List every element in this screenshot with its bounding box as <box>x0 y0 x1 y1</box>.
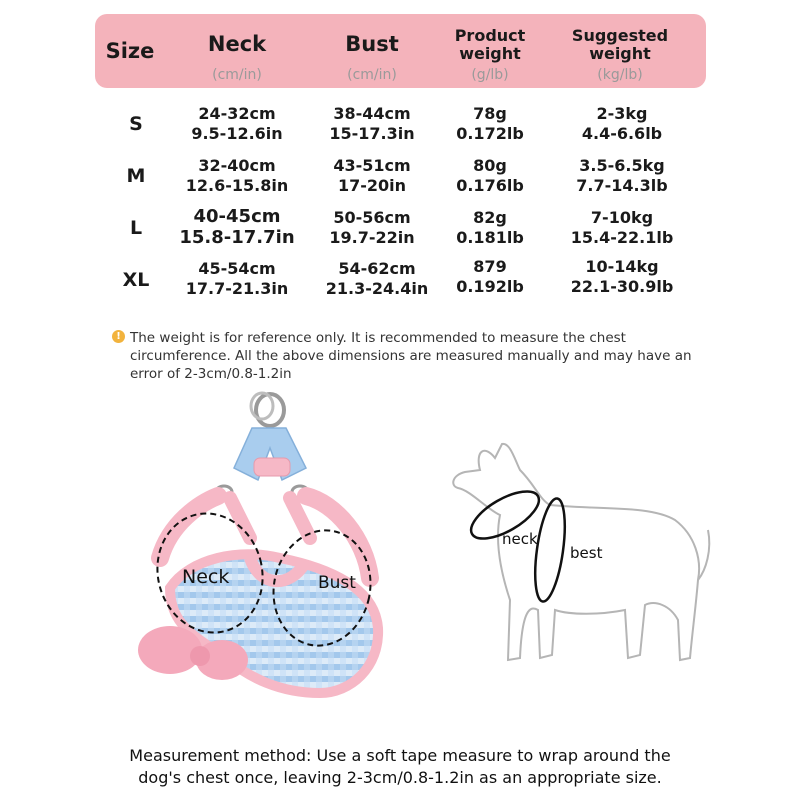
header-product-weight <box>440 27 540 63</box>
row-bust <box>317 208 427 248</box>
row-product-weight <box>440 208 540 248</box>
product-weight-g: 80g <box>473 156 507 175</box>
dog-chest-label: best <box>570 544 603 562</box>
header-neck: Neck <box>207 32 267 56</box>
row-neck <box>182 259 292 299</box>
harness-image <box>130 388 400 718</box>
neck-cm: 32-40cm <box>198 156 276 175</box>
row-bust <box>317 259 437 299</box>
suggested-weight-lb: 22.1-30.9lb <box>570 277 674 296</box>
suggested-weight-lb: 15.4-22.1lb <box>570 228 674 247</box>
row-suggested-weight <box>562 208 682 248</box>
bust-in: 17-20in <box>337 176 407 195</box>
product-weight-lb: 0.172lb <box>456 124 524 143</box>
dog-diagram <box>440 430 720 680</box>
bust-in: 21.3-24.4in <box>325 279 429 298</box>
d-ring-icon <box>251 393 284 426</box>
row-bust <box>317 104 427 144</box>
measurement-method-line2: dog's chest once, leaving 2-3cm/0.8-1.2in as an appropriate size. <box>138 768 662 787</box>
row-neck <box>182 104 292 144</box>
harness-bust-label: Bust <box>318 573 356 593</box>
row-size: S <box>129 113 143 135</box>
bust-in: 15-17.3in <box>329 124 415 143</box>
product-weight-g: 879 <box>473 257 507 276</box>
product-weight-lb: 0.181lb <box>456 228 524 247</box>
bust-in: 19.7-22in <box>329 228 415 247</box>
header-bust: Bust <box>345 32 399 56</box>
bust-cm: 38-44cm <box>333 104 411 123</box>
row-product-weight <box>440 104 540 144</box>
suggested-weight-kg: 10-14kg <box>585 257 659 276</box>
exclamation-icon: ! <box>112 330 125 343</box>
suggested-weight-lb: 7.7-14.3lb <box>576 176 668 195</box>
neck-cm: 45-54cm <box>198 259 276 278</box>
header-suggested-weight <box>555 27 685 63</box>
disclaimer-note: The weight is for reference only. It is recommended to measure the chest circumference. All the above dimensions are measured manually and may have an error of 2-3cm/0.8-1.2in <box>130 330 692 382</box>
header-product-weight-line1: Product <box>454 26 526 45</box>
neck-in: 17.7-21.3in <box>185 279 289 298</box>
product-weight-g: 82g <box>473 208 507 227</box>
row-size: M <box>126 165 146 187</box>
bust-cm: 54-62cm <box>338 259 416 278</box>
header-size: Size <box>105 39 155 63</box>
row-size: XL <box>122 269 150 291</box>
suggested-weight-lb: 4.4-6.6lb <box>581 124 663 143</box>
row-suggested-weight <box>562 257 682 297</box>
suggested-weight-kg: 3.5-6.5kg <box>579 156 665 175</box>
row-suggested-weight <box>562 156 682 196</box>
header-product-weight-line2: weight <box>459 44 521 63</box>
suggested-weight-kg: 7-10kg <box>590 208 654 227</box>
measurement-method <box>90 745 710 789</box>
unit-neck: (cm/in) <box>212 67 262 83</box>
neck-cm: 40-45cm <box>193 206 281 227</box>
unit-suggested-weight: (kg/lb) <box>597 67 643 83</box>
row-neck <box>182 156 292 196</box>
row-bust <box>317 156 427 196</box>
neck-cm: 24-32cm <box>198 104 276 123</box>
product-weight-g: 78g <box>473 104 507 123</box>
suggested-weight-kg: 2-3kg <box>596 104 648 123</box>
harness-neck-label: Neck <box>182 566 230 588</box>
row-neck <box>175 206 299 248</box>
neck-in: 15.8-17.7in <box>179 227 295 248</box>
bust-cm: 43-51cm <box>333 156 411 175</box>
row-size: L <box>129 217 143 239</box>
header-suggested-weight-line1: Suggested <box>571 26 669 45</box>
unit-product-weight: (g/lb) <box>471 67 509 83</box>
measurement-method-line1: Measurement method: Use a soft tape measure to wrap around the <box>129 746 671 765</box>
product-weight-lb: 0.176lb <box>456 176 524 195</box>
unit-bust: (cm/in) <box>347 67 397 83</box>
bust-cm: 50-56cm <box>333 208 411 227</box>
neck-in: 9.5-12.6in <box>191 124 283 143</box>
row-product-weight <box>440 156 540 196</box>
dog-neck-label: neck <box>502 530 538 548</box>
header-suggested-weight-line2: weight <box>589 44 651 63</box>
row-product-weight <box>440 257 540 297</box>
neck-in: 12.6-15.8in <box>185 176 289 195</box>
product-weight-lb: 0.192lb <box>456 277 524 296</box>
row-suggested-weight <box>562 104 682 144</box>
